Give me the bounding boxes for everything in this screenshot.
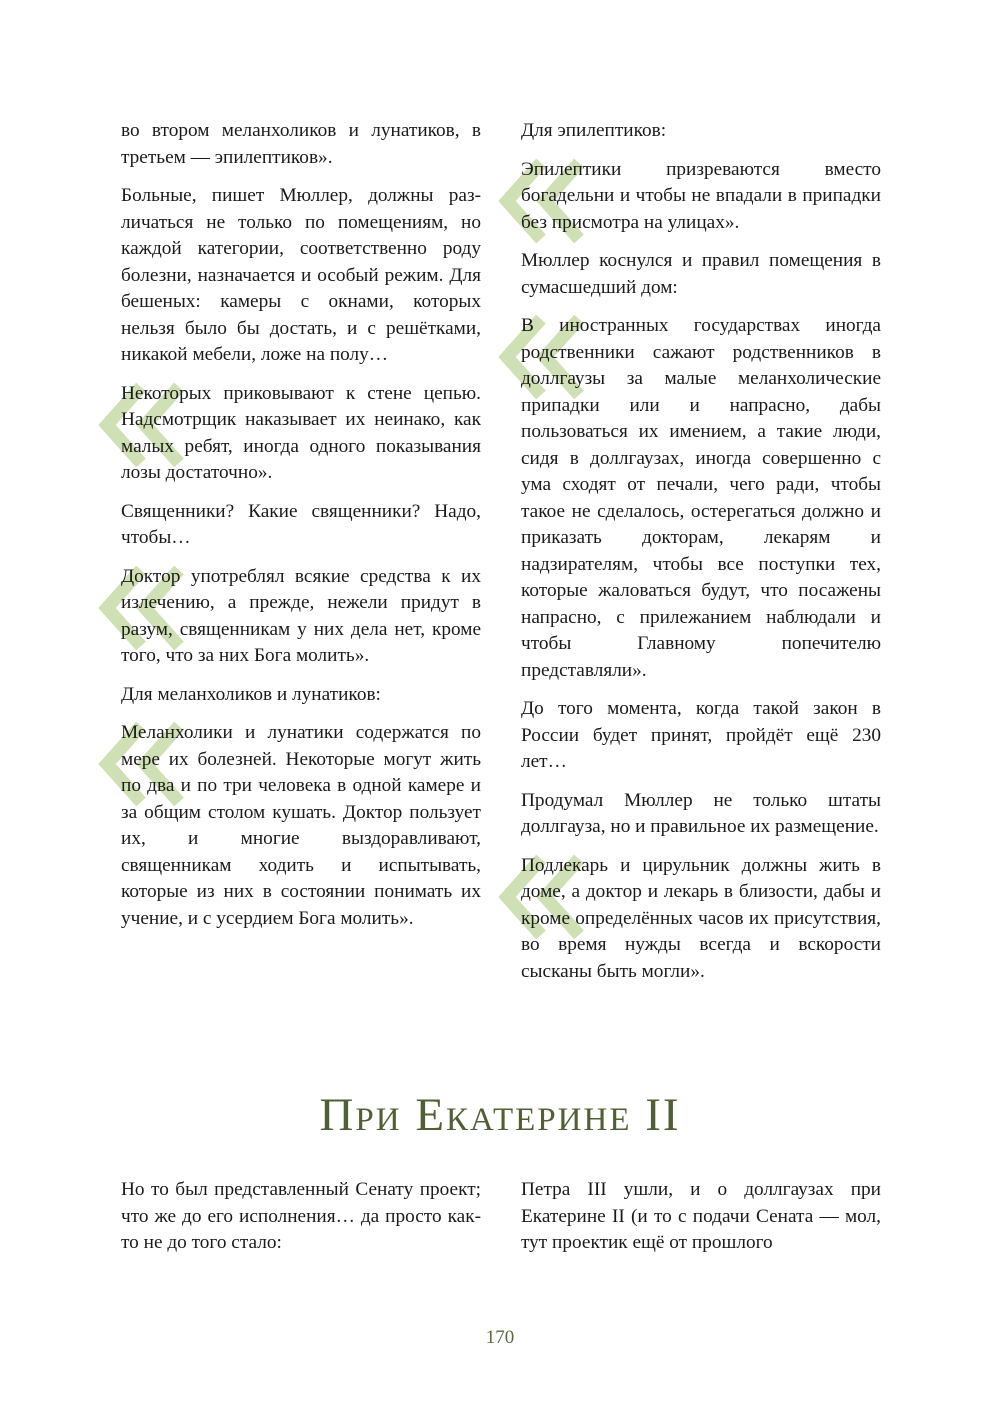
quotation-text: В иностранных государствах иногда родственники сажают родственников в доллгаузы за малые меланхолические припадки или и напрасно, дабы пользоваться их имением, а такие люди, сидя в доллгаузах, иногда совершенно с ума сходят от печали, чего ради, чтобы такое не сделалось, остерегаться должно и приказать докторам, лекарям и надзирателям, чтобы все поступки тех, которые жаловаться будут, что посажены напрасно, с прилежанием наблюдали и чтобы Главному попечителю представляли». — [521, 315, 881, 681]
paragraph: Для меланхоликов и лунатиков: — [121, 683, 381, 705]
quotation — [121, 381, 481, 487]
paragraph: Для эпилептиков: — [521, 120, 667, 141]
quotation-text: Эпилептики призреваются вместо богадельни и чтобы не впадали в припадки без присмотра на улицах». — [521, 158, 881, 233]
page-number: 170 — [485, 1327, 515, 1348]
left-column — [121, 118, 481, 944]
paragraph: Мюллер коснулся и правил помещения в сумасшедший дом: — [521, 250, 881, 298]
quotation-text: Подлекарь и цирульник должны жить в доме, а доктор и лекарь в близости, дабы и кроме определённых часов их присутствия, во время нужды всегда и вскорости сысканы быть могли». — [521, 854, 881, 982]
quotation — [521, 313, 881, 684]
paragraph: Петра III ушли, и о доллгаузах при Екатерине II (и то с подачи Сената — мол, тут проектик ещё от прошлого — [521, 1179, 881, 1253]
paragraph: Но то был представленный Сенату проект; что же до его исполнения… да просто как-то не до того стало: — [121, 1179, 481, 1253]
quotation-text: Меланхолики и лунатики содержатся по мере их болезней. Некоторые могут жить по два и по три человека в одной камере и за общим столом кушать. Доктор пользует их, и многие выздоравливают, священникам ходить и испытывать, которые из них в состоянии понимать их учение, и с усердием Бога молить». — [121, 722, 481, 929]
quotation — [121, 720, 481, 932]
right-column — [521, 118, 881, 997]
paragraph: Больные, пишет Мюллер, должны различаться не только по помещениям, но каждой категории, соответственно роду болезни, назначается и особый режим. Для бешеных: камеры с окнами, которых нельзя было бы достать, и с решётками, никакой мебели, ложе на полу… — [121, 185, 481, 365]
quotation-text: Некоторых приковывают к стене цепью. Надсмотрщик наказывает их неинако, как малых ребят, иногда одного показывания лозы достаточно». — [121, 382, 481, 483]
quotation — [521, 853, 881, 986]
section-heading: При Екатерине II — [319, 1089, 681, 1141]
paragraph: Священники? Какие священники? Надо, чтобы… — [121, 500, 481, 548]
quotation — [121, 564, 481, 670]
quotation-text: Доктор употреблял всякие средства к их излечению, а прежде, нежели придут в разум, священникам у них дела нет, кроме того, что за них Бога молить». — [121, 565, 481, 666]
paragraph: во втором меланхоликов и лунатиков, в третьем — эпилептиков». — [121, 120, 481, 168]
paragraph: Продумал Мюллер не только штаты доллгауза, но и правильное их размещение. — [521, 789, 881, 837]
paragraph: До того момента, когда такой закон в России будет принят, пройдёт ещё 230 лет… — [521, 698, 881, 772]
quotation — [521, 157, 881, 237]
